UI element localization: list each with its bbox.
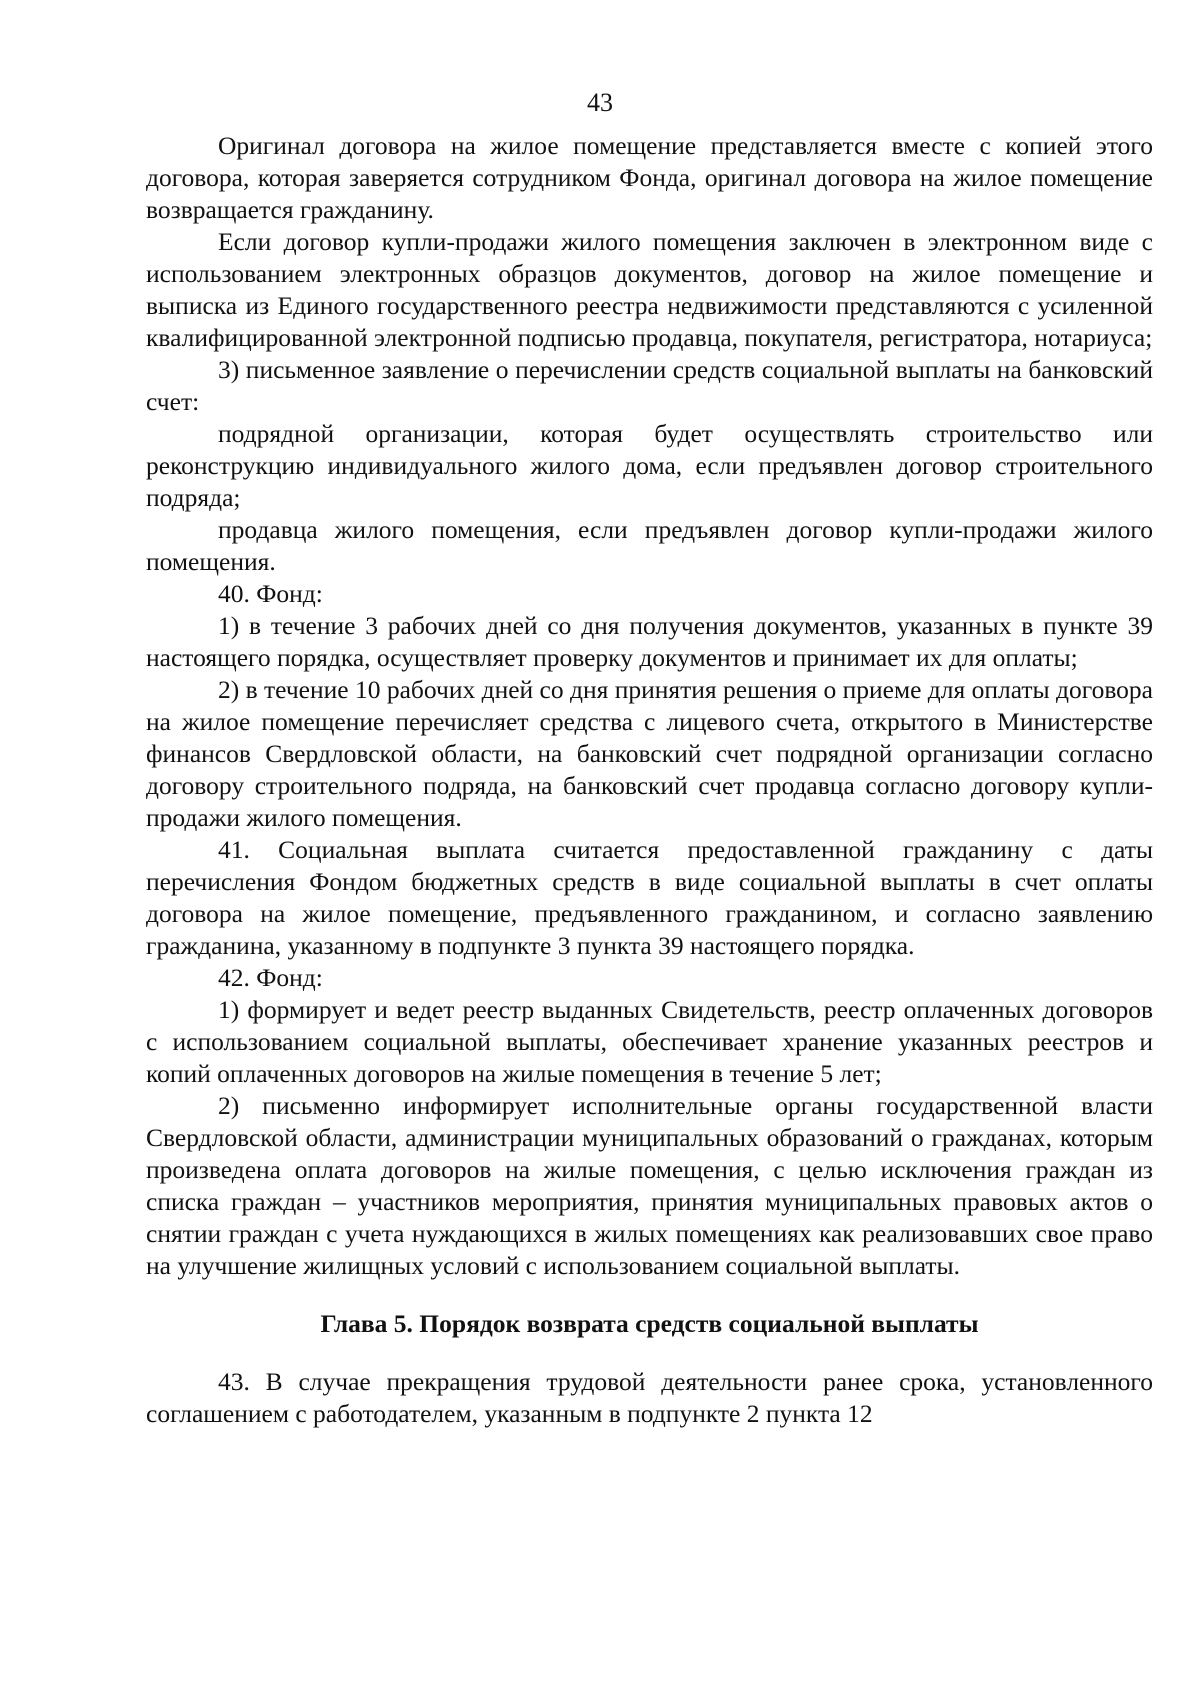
paragraph: 2) письменно информирует исполнительные органы государственной власти Свердловской области, администрации муниципальных образований о гражданах, которым произведена оплата договоров на жилые помещения, с целью исключения граждан из списка граждан – участников мероприятия, принятия муниципальных правовых актов о снятии граждан с учета нуждающихся в жилых помещениях как реализовавших свое право на улучшение жилищных условий с использованием социальной выплаты. (146, 1091, 1153, 1280)
paragraph: подрядной организации, которая будет осуществлять строительство или реконструкцию индивидуального жилого дома, если предъявлен договор строительного подряда; (146, 419, 1153, 512)
paragraph: 1) в течение 3 рабочих дней со дня получения документов, указанных в пункте 39 настоящего порядка, осуществляет проверку документов и принимает их для оплаты; (146, 611, 1153, 672)
chapter-title: Глава 5. Порядок возврата средств социальной выплаты (320, 1309, 979, 1338)
paragraph: 2) в течение 10 рабочих дней со дня принятия решения о приеме для оплаты договора на жилое помещение перечисляет средства с лицевого счета, открытого в Министерстве финансов Свердловской области, на банковский счет подрядной организации согласно договору строительного подряда, на банковский счет продавца согласно договору купли-продажи жилого помещения. (146, 675, 1153, 832)
document-body (146, 130, 1153, 1430)
paragraph: 3) письменное заявление о перечислении средств социальной выплаты на банковский счет: (146, 355, 1153, 416)
paragraph: 43. В случае прекращения трудовой деятельности ранее срока, установленного соглашением с работодателем, указанным в подпункте 2 пункта 12 (146, 1367, 1153, 1428)
paragraph: Если договор купли-продажи жилого помещения заключен в электронном виде с использованием электронных образцов документов, договор на жилое помещение и выписка из Единого государственного реестра недвижимости представляются с усиленной квалифицированной электронной подписью продавца, покупателя, регистратора, нотариуса; (146, 227, 1153, 352)
paragraph: продавца жилого помещения, если предъявлен договор купли-продажи жилого помещения. (146, 515, 1153, 576)
paragraph: 42. Фонд: (218, 963, 323, 992)
paragraph: 40. Фонд: (218, 579, 323, 608)
paragraph: 41. Социальная выплата считается предоставленной гражданину с даты перечисления Фондом бюджетных средств в виде социальной выплаты в счет оплаты договора на жилое помещение, предъявленного гражданином, и согласно заявлению гражданина, указанному в подпункте 3 пункта 39 настоящего порядка. (146, 835, 1153, 960)
paragraph: 1) формирует и ведет реестр выданных Свидетельств, реестр оплаченных договоров с использованием социальной выплаты, обеспечивает хранение указанных реестров и копий оплаченных договоров на жилые помещения в течение 5 лет; (146, 995, 1153, 1088)
page-number: 43 (587, 88, 613, 117)
paragraph: Оригинал договора на жилое помещение представляется вместе с копией этого договора, которая заверяется сотрудником Фонда, оригинал договора на жилое помещение возвращается гражданину. (146, 131, 1153, 224)
